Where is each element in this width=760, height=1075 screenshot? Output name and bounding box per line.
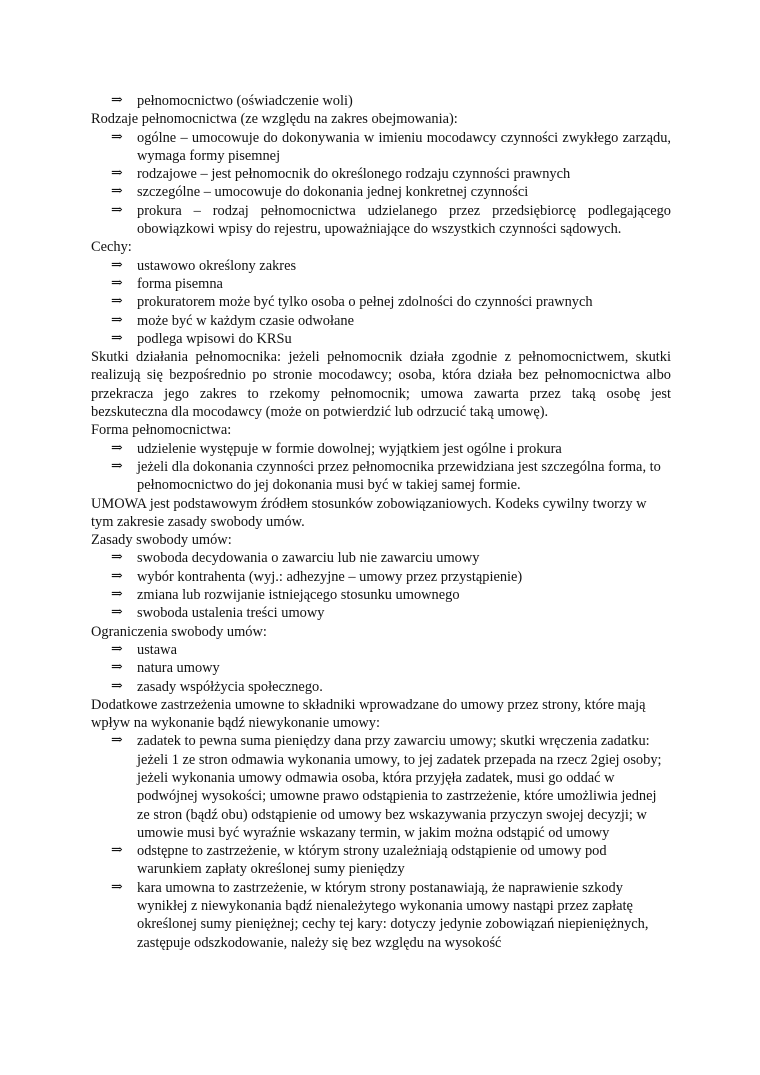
double-arrow-icon: ⇒	[111, 93, 123, 108]
bullet-list	[91, 732, 671, 952]
list-item	[91, 92, 671, 110]
list-item-text: rodzajowe – jest pełnomocnik do określonego rodzaju czynności prawnych	[137, 166, 571, 183]
double-arrow-icon: ⇒	[111, 202, 123, 218]
list-item	[91, 732, 671, 842]
list-item-text: może być w każdym czasie odwołane	[137, 312, 354, 329]
bullet-list	[91, 92, 671, 110]
double-arrow-icon: ⇒	[111, 440, 123, 456]
list-item	[91, 586, 671, 604]
list-item	[91, 568, 671, 586]
bullet-list	[91, 549, 671, 622]
double-arrow-icon: ⇒	[111, 733, 123, 749]
double-arrow-icon: ⇒	[111, 879, 123, 895]
double-arrow-icon: ⇒	[111, 641, 123, 657]
double-arrow-icon: ⇒	[111, 184, 123, 200]
double-arrow-icon: ⇒	[111, 605, 123, 621]
paragraph: Dodatkowe zastrzeżenia umowne to składniki wprowadzane do umowy przez strony, które mają wpływ na wykonanie bądź niewykonanie umowy:	[91, 696, 646, 732]
double-arrow-icon: ⇒	[111, 458, 123, 474]
list-item-text: zmiana lub rozwijanie istniejącego stosunku umownego	[137, 587, 460, 604]
list-item-text: pełnomocnictwo (oświadczenie woli)	[137, 93, 353, 109]
double-arrow-icon: ⇒	[111, 166, 123, 182]
paragraph: Ograniczenia swobody umów:	[91, 623, 267, 640]
list-item	[91, 275, 671, 293]
double-arrow-icon: ⇒	[111, 275, 123, 291]
list-item-text: ustawa	[137, 641, 177, 658]
list-item	[91, 202, 671, 239]
bullet-list	[91, 257, 671, 348]
list-item	[91, 293, 671, 311]
bullet-list	[91, 129, 671, 239]
list-item-text: udzielenie występuje w formie dowolnej; wyjątkiem jest ogólne i prokura	[137, 440, 562, 457]
double-arrow-icon: ⇒	[111, 843, 123, 859]
paragraph: Skutki działania pełnomocnika: jeżeli pełnomocnik działa zgodnie z pełnomocnictwem, skutki realizują się bezpośrednio po stronie mocodawcy; osoba, która działa bez pełnomocnictwa albo przekracza jego zakres to rzekomy pełnomocnik; umowa zawarta przez taką osobę jest bezskuteczna dla mocodawcy (może on potwierdzić lub odrzucić taką umowę).	[91, 349, 671, 421]
double-arrow-icon: ⇒	[111, 678, 123, 694]
double-arrow-icon: ⇒	[111, 312, 123, 328]
list-item	[91, 879, 671, 952]
list-item-text: ustawowo określony zakres	[137, 257, 297, 274]
list-item	[91, 312, 671, 330]
paragraph: Cechy:	[91, 239, 132, 256]
double-arrow-icon: ⇒	[111, 550, 123, 566]
list-item-text: odstępne to zastrzeżenie, w którym strony uzależniają odstąpienie od umowy pod warunkiem zapłaty określonej sumy pieniędzy	[137, 843, 607, 878]
list-item	[91, 549, 671, 567]
list-item	[91, 183, 671, 201]
list-item-text: podlega wpisowi do KRSu	[137, 330, 292, 347]
double-arrow-icon: ⇒	[111, 587, 123, 603]
list-item-text: kara umowna to zastrzeżenie, w którym strony postanawiają, że naprawienie szkody wynikłej z niewykonania bądź nienależytego wykonania umowy nastąpi przez zapłatę określonej sumy pieniężnej; cechy tej kary: dotyczy jedynie zobowiązań niepieniężnych, zastępuje odszkodowanie, należy się bez względu na wysokość	[137, 879, 649, 951]
list-item	[91, 257, 671, 275]
list-item	[91, 330, 671, 348]
list-item-text: ogólne – umocowuje do dokonywania w imieniu mocodawcy czynności zwykłego zarządu, wymaga formy pisemnej	[137, 129, 671, 164]
paragraph: Rodzaje pełnomocnictwa (ze względu na zakres obejmowania):	[91, 111, 458, 128]
list-item-text: wybór kontrahenta (wyj.: adhezyjne – umowy przez przystąpienie)	[137, 568, 523, 585]
paragraph: UMOWA jest podstawowym źródłem stosunków zobowiązaniowych. Kodeks cywilny tworzy w tym zakresie zasady swobody umów.	[91, 495, 647, 530]
list-item	[91, 440, 671, 458]
double-arrow-icon: ⇒	[111, 568, 123, 584]
list-item-text: zasady współżycia społecznego.	[137, 678, 323, 695]
list-item-text: swoboda decydowania o zawarciu lub nie zawarciu umowy	[137, 550, 480, 567]
paragraph: Forma pełnomocnictwa:	[91, 422, 232, 439]
paragraph: Zasady swobody umów:	[91, 532, 232, 549]
list-item-text: forma pisemna	[137, 275, 223, 292]
list-item	[91, 641, 671, 659]
document-page	[91, 92, 671, 952]
list-item-text: natura umowy	[137, 660, 220, 677]
double-arrow-icon: ⇒	[111, 660, 123, 676]
list-item	[91, 842, 671, 879]
double-arrow-icon: ⇒	[111, 129, 123, 145]
bullet-list	[91, 440, 671, 495]
list-item	[91, 458, 671, 495]
list-item-text: jeżeli dla dokonania czynności przez pełnomocnika przewidziana jest szczególna forma, to pełnomocnictwo do jej dokonania musi być w takiej samej formie.	[137, 458, 661, 494]
list-item	[91, 129, 671, 166]
list-item	[91, 604, 671, 622]
bullet-list	[91, 641, 671, 696]
list-item-text: prokuratorem może być tylko osoba o pełnej zdolności do czynności prawnych	[137, 294, 593, 311]
list-item	[91, 659, 671, 677]
list-item-text: zadatek to pewna suma pieniędzy dana przy zawarciu umowy; skutki wręczenia zadatku: jeżeli 1 ze stron odmawia wykonania umowy, to jej zadatek przepada na rzecz 2giej osoby; jeżeli wykonania umowy odmawia osoba, która przyjęła zadatek, musi go oddać w podwójnej wysokości; umowne prawo odstąpienia to zastrzeżenie, które umożliwia jednej ze stron (bądź obu) odstąpienie od umowy bez wskazywania przyczyn swojej decyzji; w umowie musi być wyraźnie wskazany termin, w jakim można odstąpić od umowy	[137, 733, 662, 841]
list-item	[91, 678, 671, 696]
list-item-text: szczególne – umocowuje do dokonania jednej konkretnej czynności	[137, 184, 529, 201]
list-item	[91, 165, 671, 183]
double-arrow-icon: ⇒	[111, 257, 123, 273]
double-arrow-icon: ⇒	[111, 330, 123, 346]
list-item-text: swoboda ustalenia treści umowy	[137, 605, 325, 622]
list-item-text: prokura – rodzaj pełnomocnictwa udzielanego przez przedsiębiorcę podlegającego obowiązkowi wpisy do rejestru, upoważniające do wszystkich czynności sądowych.	[137, 202, 671, 238]
double-arrow-icon: ⇒	[111, 294, 123, 310]
